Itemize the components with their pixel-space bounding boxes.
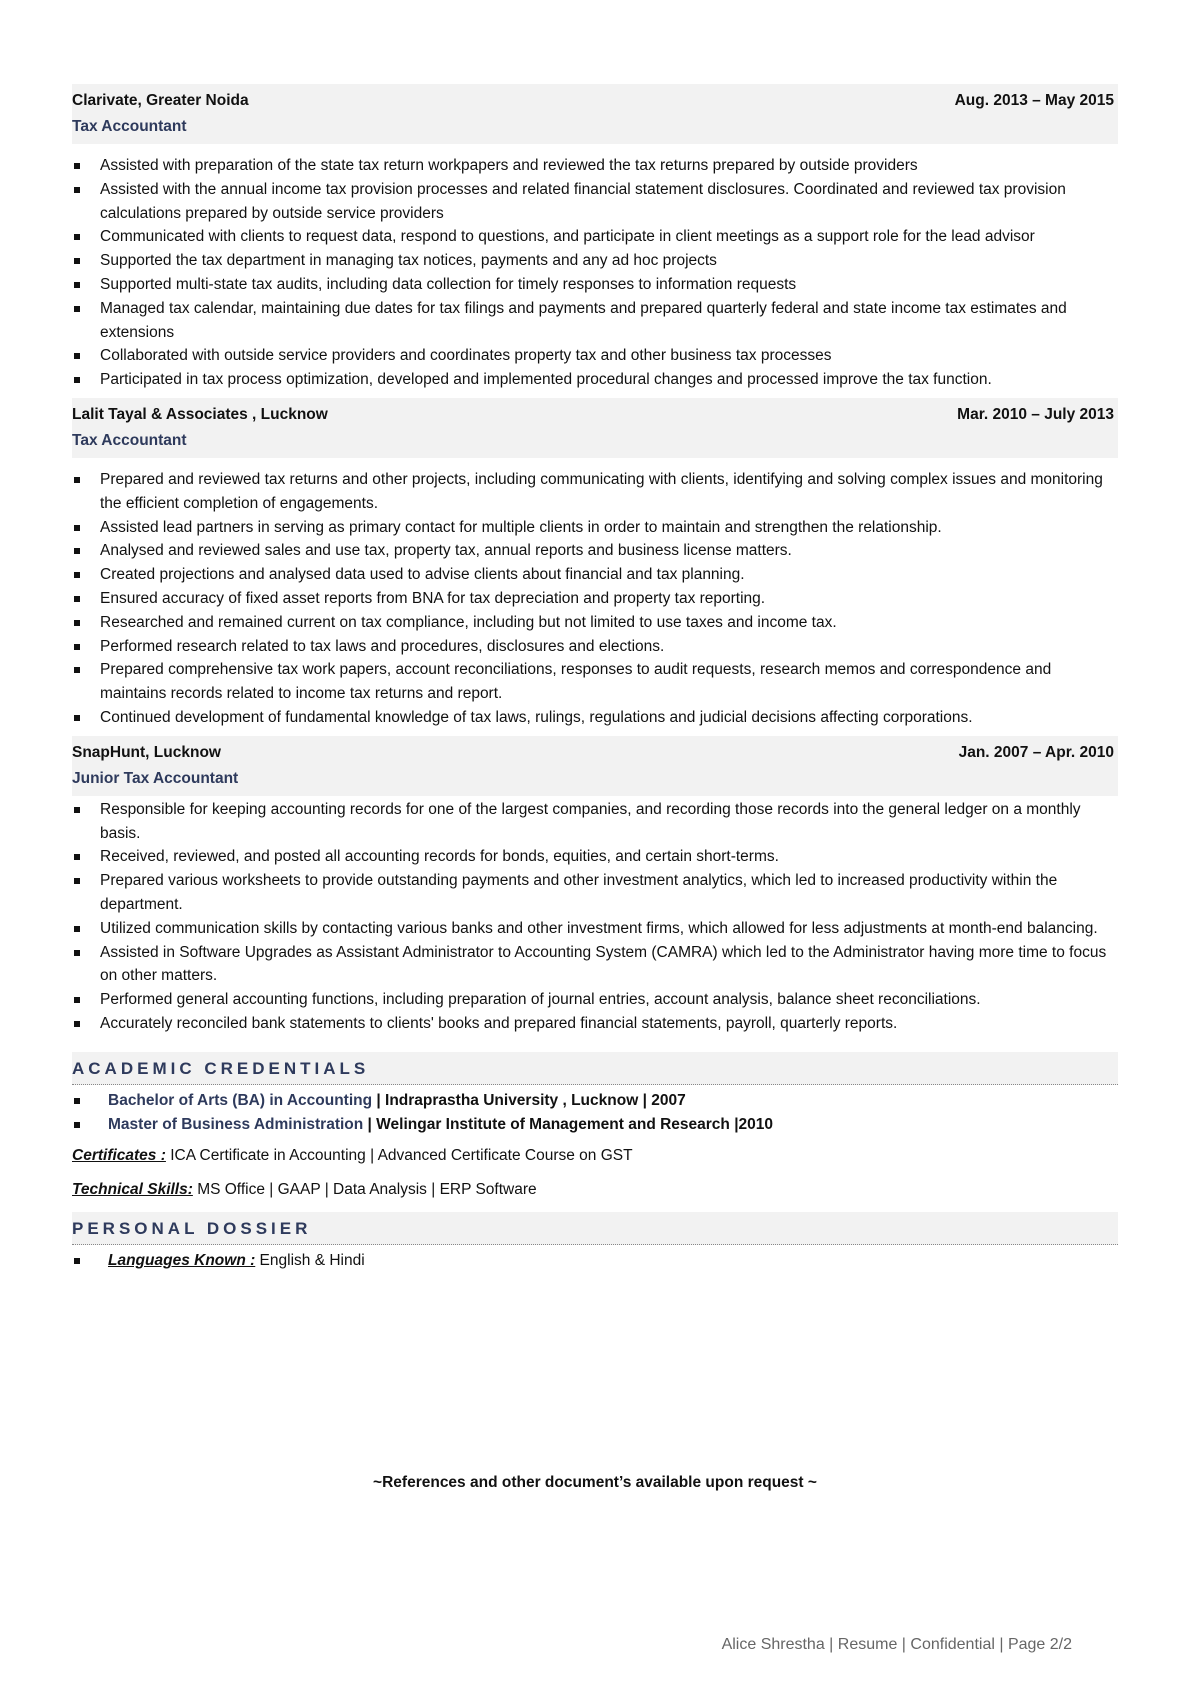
degree-list <box>72 1089 1118 1137</box>
job-bullets <box>72 154 1118 392</box>
bullet-item: Performed general accounting functions, including preparation of journal entries, account analysis, balance sheet reconciliations. <box>72 988 1118 1012</box>
personal-list <box>72 1249 1118 1273</box>
job-title: Junior Tax Accountant <box>72 769 239 787</box>
bullet-item: Ensured accuracy of fixed asset reports from BNA for tax depreciation and property tax reporting. <box>72 587 1118 611</box>
company-name: Clarivate, Greater Noida <box>72 92 249 109</box>
bullet-item: Supported multi-state tax audits, including data collection for timely responses to information requests <box>72 273 1118 297</box>
job-title: Tax Accountant <box>72 118 187 135</box>
job-row <box>72 740 1114 766</box>
bullet-item: Analysed and reviewed sales and use tax, property tax, annual reports and business license matters. <box>72 539 1118 563</box>
bullet-item: Received, reviewed, and posted all accounting records for bonds, equities, and certain short-terms. <box>72 845 1118 869</box>
job-dates: Aug. 2013 – May 2015 <box>954 92 1114 109</box>
degree-item: Master of Business Administration | Welingar Institute of Management and Research |2010 <box>72 1113 1118 1137</box>
job-row <box>72 88 1114 114</box>
certificates-line: Certificates : ICA Certificate in Accounting | Advanced Certificate Course on GST <box>72 1147 633 1165</box>
bullet-item: Supported the tax department in managing tax notices, payments and any ad hoc projects <box>72 249 1118 273</box>
section-heading-personal: PERSONAL DOSSIER <box>72 1212 1118 1245</box>
job-dates: Mar. 2010 – July 2013 <box>957 405 1114 423</box>
company-name: Lalit Tayal & Associates , Lucknow <box>72 405 328 423</box>
bullet-item: Researched and remained current on tax compliance, including but not limited to use taxes and income tax. <box>72 611 1118 635</box>
resume-page <box>72 84 1118 1279</box>
skills-line: Technical Skills: MS Office | GAAP | Data Analysis | ERP Software <box>72 1181 537 1199</box>
bullet-item: Utilized communication skills by contacting various banks and other investment firms, which allowed for less adjustments at month-end balancing. <box>72 917 1118 941</box>
references-note: ~References and other document’s available upon request ~ <box>373 1474 817 1491</box>
company-name: SnapHunt, Lucknow <box>72 743 221 761</box>
bullet-item: Created projections and analysed data used to advise clients about financial and tax planning. <box>72 563 1118 587</box>
job-header <box>72 736 1118 796</box>
bullet-item: Prepared various worksheets to provide outstanding payments and other investment analytics, which led to increased productivity within the department. <box>72 869 1118 917</box>
bullet-item: Accurately reconciled bank statements to clients' books and prepared financial statements, payroll, quarterly reports. <box>72 1012 1118 1036</box>
job-header <box>72 84 1118 144</box>
section-heading-academic: ACADEMIC CREDENTIALS <box>72 1052 1118 1085</box>
experience-list <box>72 84 1118 1036</box>
languages-item: Languages Known : English & Hindi <box>72 1249 1118 1273</box>
job-dates: Jan. 2007 – Apr. 2010 <box>958 743 1114 761</box>
bullet-item: Assisted in Software Upgrades as Assistant Administrator to Accounting System (CAMRA) which led to the Administrator having more time to focus on other matters. <box>72 941 1118 989</box>
bullet-item: Performed research related to tax laws and procedures, disclosures and elections. <box>72 635 1118 659</box>
bullet-item: Prepared and reviewed tax returns and other projects, including communicating with clients, identifying and solving complex issues and monitoring the efficient completion of engagements. <box>72 468 1118 516</box>
bullet-item: Assisted with the annual income tax provision processes and related financial statement disclosures. Coordinated and reviewed tax provision calculations prepared by outside service providers <box>72 178 1118 226</box>
bullet-item: Assisted lead partners in serving as primary contact for multiple clients in order to maintain and strengthen the relationship. <box>72 516 1118 540</box>
bullet-item: Participated in tax process optimization, developed and implemented procedural changes and processed improve the tax function. <box>72 368 1118 392</box>
bullet-item: Prepared comprehensive tax work papers, account reconciliations, responses to audit requests, research memos and correspondence and maintains records related to income tax returns and report. <box>72 658 1118 706</box>
job-title: Tax Accountant <box>72 431 187 449</box>
bullet-item: Managed tax calendar, maintaining due dates for tax filings and payments and prepared quarterly federal and state income tax estimates and extensions <box>72 297 1118 345</box>
job-bullets <box>72 798 1118 1036</box>
job-header <box>72 398 1118 458</box>
bullet-item: Continued development of fundamental knowledge of tax laws, rulings, regulations and judicial decisions affecting corporations. <box>72 706 1118 730</box>
page-footer: Alice Shrestha | Resume | Confidential | Page 2/2 <box>721 1636 1072 1653</box>
bullet-item: Communicated with clients to request data, respond to questions, and participate in client meetings as a support role for the lead advisor <box>72 225 1118 249</box>
job-bullets <box>72 468 1118 730</box>
degree-item: Bachelor of Arts (BA) in Accounting | Indraprastha University , Lucknow | 2007 <box>72 1089 1118 1113</box>
bullet-item: Responsible for keeping accounting records for one of the largest companies, and recording those records into the general ledger on a monthly basis. <box>72 798 1118 846</box>
bullet-item: Collaborated with outside service providers and coordinates property tax and other business tax processes <box>72 344 1118 368</box>
bullet-item: Assisted with preparation of the state tax return workpapers and reviewed the tax returns prepared by outside providers <box>72 154 1118 178</box>
job-row <box>72 402 1114 428</box>
